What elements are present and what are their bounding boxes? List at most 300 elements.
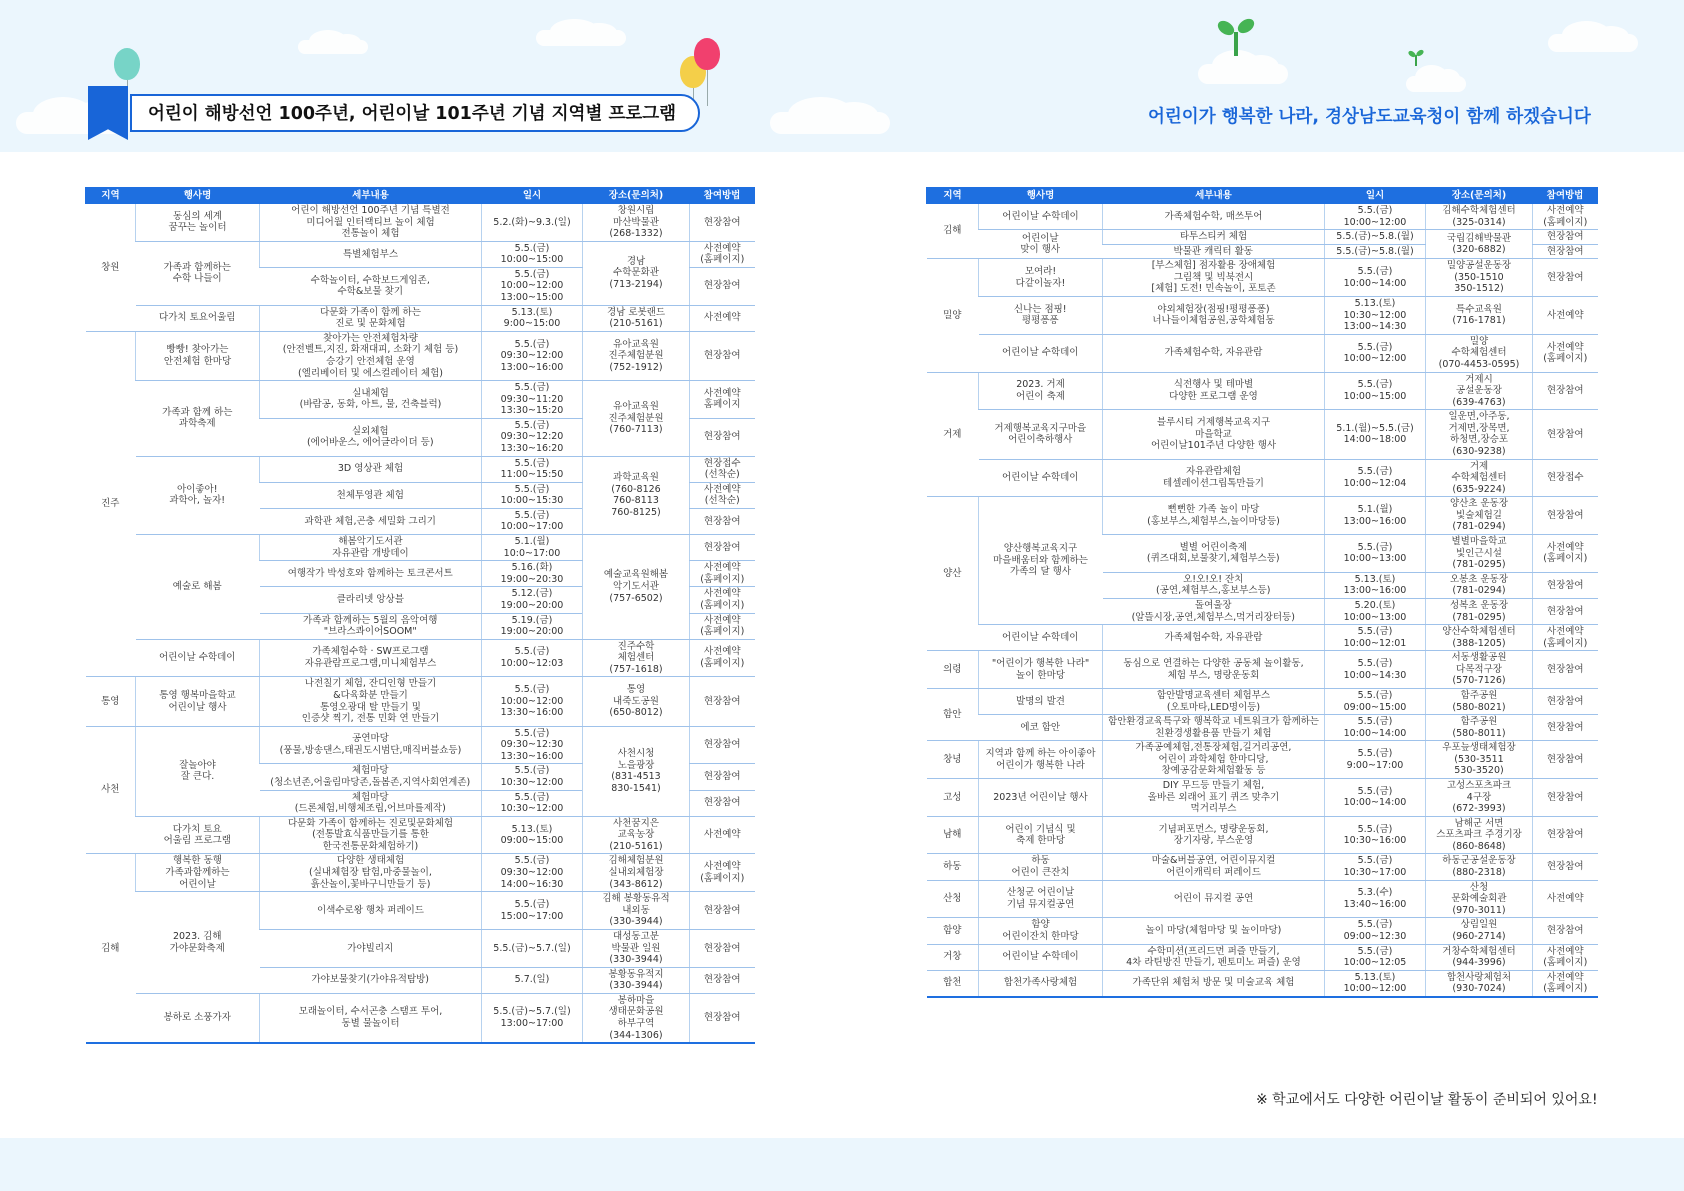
event-name-cell: 2023. 거제 어린이 축제 <box>979 372 1103 410</box>
datetime-cell: 5.5.(금) 10:00~14:00 <box>1325 715 1426 741</box>
datetime-cell: 5.5.(금) 09:30~12:30 13:30~16:00 <box>482 726 583 764</box>
event-name-cell: 어린이날 수학데이 <box>979 459 1103 497</box>
datetime-cell: 5.5.(금) 10:00~17:00 <box>482 508 583 534</box>
participation-cell: 현장참여 <box>690 726 755 764</box>
participation-cell: 현장참여 <box>1533 715 1598 741</box>
details-cell: 수학놀이터, 수학보드게임존, 수학&보물 찾기 <box>260 267 482 305</box>
event-name-cell: 2023년 어린이날 행사 <box>979 779 1103 817</box>
participation-cell: 사전예약 <box>690 816 755 854</box>
participation-cell: 사전예약 홈페이지 <box>690 381 755 419</box>
region-cell: 밀양 <box>927 259 979 372</box>
datetime-cell: 5.5.(금) 10:00~12:04 <box>1325 459 1426 497</box>
details-cell: 다문화 가족이 함께 하는 진로 및 문화체험 <box>260 305 482 331</box>
participation-cell: 현장참여 <box>690 267 755 305</box>
details-cell: 클라리넷 앙상블 <box>260 587 482 613</box>
details-cell: 가족체험수학 · SW프로그램 자유관람프로그램,미니체험부스 <box>260 639 482 677</box>
event-name-cell: 동심의 세계 꿈꾸는 놀이터 <box>136 204 260 242</box>
details-cell: 체험마당 (청소년존,어울림마당존,돌봄존,지역사회연계존) <box>260 764 482 790</box>
participation-cell: 현장참여 <box>690 204 755 242</box>
datetime-cell: 5.5.(금) 09:30~12:00 14:00~16:30 <box>482 854 583 892</box>
datetime-cell: 5.5.(금) 10:30~12:00 <box>482 764 583 790</box>
details-cell: 함안발명교육센터 체험부스 (오토마타,LED명이등) <box>1103 688 1325 714</box>
cloud <box>770 112 890 134</box>
event-name-cell: 예술로 해봄 <box>136 535 260 640</box>
table-row <box>927 625 1598 651</box>
details-cell: 해봄악기도서관 자유관람 개방데이 <box>260 535 482 561</box>
details-cell: 과학관 체험,곤충 세밀화 그리기 <box>260 508 482 534</box>
details-cell: 놀이 마당(체험마당 및 놀이마당) <box>1103 918 1325 944</box>
venue-cell: 통영 내죽도공원 (650-8012) <box>583 677 690 726</box>
event-name-cell: 함양 어린이잔치 한마당 <box>979 918 1103 944</box>
event-name-cell: 어린이날 수학데이 <box>979 625 1103 651</box>
datetime-cell: 5.5.(금) 10:00~15:00 <box>482 241 583 267</box>
event-name-cell: 2023. 김해 가야문화축제 <box>136 892 260 994</box>
table-row <box>86 204 755 242</box>
details-cell: 뻔뻔한 가족 놀이 마당 (홍보부스,체험부스,놀이마당등) <box>1103 497 1325 535</box>
venue-cell: 남해군 서면 스포츠파크 주경기장 (860-8648) <box>1426 816 1533 854</box>
table-row <box>86 816 755 854</box>
table-row <box>927 651 1598 689</box>
participation-cell: 현장참여 <box>690 418 755 456</box>
participation-cell: 현장참여 <box>690 993 755 1043</box>
details-cell: 자유관람체험 테셀레이션그립톡만들기 <box>1103 459 1325 497</box>
event-name-cell: 지역과 함께 하는 아이좋아 어린이가 행복한 나라 <box>979 741 1103 779</box>
column-header: 지역 <box>927 188 979 204</box>
participation-cell: 현장참여 <box>690 508 755 534</box>
details-cell: 천체투영관 체험 <box>260 482 482 508</box>
details-cell: 실내체험 (바람공, 동화, 아트, 물, 건축블럭) <box>260 381 482 419</box>
details-cell: 식전행사 및 테마별 다양한 프로그램 운영 <box>1103 372 1325 410</box>
table-row <box>927 970 1598 997</box>
participation-cell: 사전예약 (홈페이지) <box>1533 204 1598 230</box>
datetime-cell: 5.13.(토) 9:00~15:00 <box>482 305 583 331</box>
details-cell: 가족과 함께하는 5월의 음악여행 "브라스콰이어SOOM" <box>260 613 482 639</box>
participation-cell: 현장참여 <box>1533 741 1598 779</box>
event-name-cell: 어린이날 수학데이 <box>979 204 1103 230</box>
region-cell: 함안 <box>927 688 979 740</box>
program-table-left <box>85 187 755 1044</box>
column-header: 행사명 <box>136 188 260 204</box>
participation-cell: 현장참여 <box>1533 259 1598 297</box>
table-row <box>86 331 755 380</box>
table-row <box>927 334 1598 372</box>
datetime-cell: 5.5.(금) 10:00~12:03 <box>482 639 583 677</box>
event-name-cell: 발명의 발견 <box>979 688 1103 714</box>
participation-cell: 사전예약 (홈페이지) <box>1533 535 1598 573</box>
participation-cell: 현장참여 <box>1533 598 1598 624</box>
venue-cell: 거제 수학체험센터 (635-9224) <box>1426 459 1533 497</box>
details-cell: 타투스티커 체험 <box>1103 230 1325 245</box>
datetime-cell: 5.5.(금) 10:30~16:00 <box>1325 816 1426 854</box>
details-cell: 별별 어린이축제 (퀴즈대회,보물찾기,체험부스등) <box>1103 535 1325 573</box>
datetime-cell: 5.19.(금) 19:00~20:00 <box>482 613 583 639</box>
venue-cell: 밀양공설운동장 (350-1510 350-1512) <box>1426 259 1533 297</box>
participation-cell: 현장참여 <box>690 892 755 930</box>
details-cell: DIY 무드등 만들기 체험, 올바른 외래어 표기 퀴즈 맞추기 먹거리부스 <box>1103 779 1325 817</box>
event-name-cell: 가족과 함께하는 수학 나들이 <box>136 241 260 305</box>
table-row <box>927 297 1598 335</box>
datetime-cell: 5.5.(금) 10:00~12:00 <box>1325 334 1426 372</box>
details-cell: 돌여울장 (알뜰시장,공연,체험부스,먹거리장터등) <box>1103 598 1325 624</box>
venue-cell: 별별마을학교 빛인근시설 (781-0295) <box>1426 535 1533 573</box>
event-name-cell: 가족과 함께 하는 과학축제 <box>136 381 260 456</box>
table-row <box>927 715 1598 741</box>
details-cell: 찾아가는 안전체험차량 (안전벨트,지진, 화재대피, 소화기 체험 등) 승강기 안전체험 운영 (엘리베이터 및 에스컬레이터 체험) <box>260 331 482 380</box>
column-header: 일시 <box>482 188 583 204</box>
datetime-cell: 5.1.(월) 10:0~17:00 <box>482 535 583 561</box>
balloon-icon <box>694 38 720 70</box>
cloud <box>1406 76 1466 92</box>
event-name-cell: 어린이날 맞이 행사 <box>979 230 1103 259</box>
datetime-cell: 5.5.(금) 10:00~12:00 <box>1325 204 1426 230</box>
details-cell: 기념퍼포먼스, 명량운동회, 장기자랑, 부스운영 <box>1103 816 1325 854</box>
datetime-cell: 5.5.(금) 15:00~17:00 <box>482 892 583 930</box>
table-row <box>927 497 1598 535</box>
column-header: 장소(문의처) <box>583 188 690 204</box>
details-cell: 가족체험수학, 매쓰투어 <box>1103 204 1325 230</box>
region-cell: 합천 <box>927 970 979 997</box>
datetime-cell: 5.5.(금) 10:00~14:00 <box>1325 779 1426 817</box>
details-cell: 특별체험부스 <box>260 241 482 267</box>
participation-cell: 현장참여 <box>1533 410 1598 459</box>
event-name-cell: 잘놀아야 잘 큰다. <box>136 726 260 816</box>
table-row <box>86 677 755 726</box>
details-cell: 함안환경교육특구와 행복학교 네트워크가 함께하는 친환경생활용품 만들기 체험 <box>1103 715 1325 741</box>
sprout-icon <box>1408 48 1424 66</box>
table-row <box>86 305 755 331</box>
details-cell: 어린이 해방선언 100주년 기념 특별전 미디어월 인터랙티브 놀이 체험 전통놀이 체험 <box>260 204 482 242</box>
region-cell: 김해 <box>86 854 136 1043</box>
participation-cell: 현장참여 <box>690 790 755 816</box>
table-row <box>927 372 1598 410</box>
table-row <box>86 456 755 482</box>
participation-cell: 현장참여 <box>690 677 755 726</box>
details-cell: 다양한 생태체험 (실내체험장 탐험,마중물놀이, 흙산놀이,꽃바구니만들기 등) <box>260 854 482 892</box>
participation-cell: 현장참여 <box>1533 372 1598 410</box>
venue-cell: 사천시청 노을광장 (831-4513 830-1541) <box>583 726 690 816</box>
datetime-cell: 5.2.(화)~9.3.(일) <box>482 204 583 242</box>
region-cell: 양산 <box>927 497 979 651</box>
datetime-cell: 5.5.(금) 10:30~12:00 <box>482 790 583 816</box>
venue-cell: 예술교육원해봄 악기도서관 (757-6502) <box>583 535 690 640</box>
details-cell: [부스체험] 점자활용 장애체험 그림책 및 빅북전시 [체험] 도전! 민속놀이, 포토존 <box>1103 259 1325 297</box>
column-header: 참여방법 <box>690 188 755 204</box>
datetime-cell: 5.5.(금) 10:00~15:30 <box>482 482 583 508</box>
column-header: 일시 <box>1325 188 1426 204</box>
table-row <box>927 259 1598 297</box>
event-name-cell: 아이좋아! 과학아, 놀자! <box>136 456 260 534</box>
region-cell: 김해 <box>927 204 979 259</box>
footer-note: ※ 학교에서도 다양한 어린이날 활동이 준비되어 있어요! <box>1256 1092 1598 1108</box>
datetime-cell: 5.5.(금)~5.7.(일) <box>482 929 583 967</box>
event-name-cell: 통영 행복마을학교 어린이날 행사 <box>136 677 260 726</box>
datetime-cell: 5.5.(금)~5.7.(일) 13:00~17:00 <box>482 993 583 1043</box>
details-cell: 야외체험장(점핑!평평퐁퐁) 너나들이체험공원,공학체험동 <box>1103 297 1325 335</box>
balloon-icon <box>114 48 140 80</box>
venue-cell: 산청 문화예술회관 (970-3011) <box>1426 880 1533 918</box>
datetime-cell: 5.5.(금) 10:00~12:00 13:00~15:00 <box>482 267 583 305</box>
participation-cell: 사전예약 (홈페이지) <box>690 561 755 587</box>
datetime-cell: 5.5.(금) 09:30~11:20 13:30~15:20 <box>482 381 583 419</box>
venue-cell: 대성동고분 박물관 일원 (330-3944) <box>583 929 690 967</box>
event-name-cell: 다가치 토요어울림 <box>136 305 260 331</box>
details-cell: 여행작가 박성호와 함께하는 토크콘서트 <box>260 561 482 587</box>
column-header: 세부내용 <box>260 188 482 204</box>
participation-cell: 현장참여 <box>1533 572 1598 598</box>
datetime-cell: 5.5.(금)~5.8.(월) <box>1325 230 1426 245</box>
datetime-cell: 5.5.(금) 10:30~17:00 <box>1325 854 1426 880</box>
details-cell: 가족공예체험,전통장체험,길거리공연, 어린이 과학체험 한마디당, 창예공감문화체험활동 등 <box>1103 741 1325 779</box>
datetime-cell: 5.5.(금) 10:00~14:00 <box>1325 259 1426 297</box>
region-cell: 거창 <box>927 944 979 970</box>
event-name-cell: 어린이날 수학데이 <box>979 944 1103 970</box>
column-header: 장소(문의처) <box>1426 188 1533 204</box>
details-cell: 오!오!오! 잔치 (공연,체험부스,홍보부스등) <box>1103 572 1325 598</box>
region-cell: 창원 <box>86 204 136 332</box>
table-row <box>86 381 755 419</box>
details-cell: 가야보물찾기(가야유적탐방) <box>260 967 482 993</box>
participation-cell: 사전예약 (홈페이지) <box>690 854 755 892</box>
details-cell: 박물관 캐릭터 활동 <box>1103 244 1325 259</box>
participation-cell: 사전예약 <box>1533 880 1598 918</box>
venue-cell: 김해수학체험센터 (325-0314) <box>1426 204 1533 230</box>
region-cell: 함양 <box>927 918 979 944</box>
table-row <box>86 993 755 1043</box>
column-header: 지역 <box>86 188 136 204</box>
table-row <box>86 535 755 561</box>
datetime-cell: 5.3.(수) 13:40~16:00 <box>1325 880 1426 918</box>
participation-cell: 현장참여 <box>1533 230 1598 245</box>
venue-cell: 유아교육원 진주체험분원 (752-1912) <box>583 331 690 380</box>
venue-cell: 거제시 공설운동장 (639-4763) <box>1426 372 1533 410</box>
participation-cell: 사전예약 (홈페이지) <box>690 587 755 613</box>
table-row <box>927 459 1598 497</box>
region-cell: 거제 <box>927 372 979 497</box>
venue-cell: 경남 수학문화관 (713-2194) <box>583 241 690 305</box>
datetime-cell: 5.5.(금) 10:00~14:30 <box>1325 651 1426 689</box>
venue-cell: 경남 로봇랜드 (210-5161) <box>583 305 690 331</box>
details-cell: 마술&버블공연, 어린이뮤지컬 어린이캐릭터 퍼레이드 <box>1103 854 1325 880</box>
venue-cell: 하동군공설운동장 (880-2318) <box>1426 854 1533 880</box>
participation-cell: 사전예약 (선착순) <box>690 482 755 508</box>
venue-cell: 양산초 운동장 빛술체험길 (781-0294) <box>1426 497 1533 535</box>
column-header: 세부내용 <box>1103 188 1325 204</box>
event-name-cell: 합천가족사랑체험 <box>979 970 1103 997</box>
footer-band <box>0 1138 1684 1191</box>
table-row <box>86 241 755 267</box>
event-name-cell: 어린이날 수학데이 <box>979 334 1103 372</box>
details-cell: 가족단위 체험처 방문 및 미술교육 체험 <box>1103 970 1325 997</box>
venue-cell: 김해 봉황동유적 내외동 (330-3944) <box>583 892 690 930</box>
event-name-cell: 빵빵! 찾아가는 안전체험 한마당 <box>136 331 260 380</box>
region-cell: 고성 <box>927 779 979 817</box>
event-name-cell: 에코 함안 <box>979 715 1103 741</box>
datetime-cell: 5.13.(토) 10:30~12:00 13:00~14:30 <box>1325 297 1426 335</box>
participation-cell: 사전예약 <box>1533 297 1598 335</box>
participation-cell: 현장참여 <box>1533 816 1598 854</box>
venue-cell: 봉하마을 생태문화공원 하부구역 (344-1306) <box>583 993 690 1043</box>
participation-cell: 사전예약 (홈페이지) <box>1533 334 1598 372</box>
datetime-cell: 5.1.(월) 13:00~16:00 <box>1325 497 1426 535</box>
venue-cell: 특수교육원 (716-1781) <box>1426 297 1533 335</box>
participation-cell: 사전예약 (홈페이지) <box>690 613 755 639</box>
datetime-cell: 5.5.(금) 09:00~12:30 <box>1325 918 1426 944</box>
participation-cell: 사전예약 <box>690 305 755 331</box>
table-header-row <box>927 188 1598 204</box>
table-row <box>927 880 1598 918</box>
participation-cell: 현장참여 <box>1533 244 1598 259</box>
event-name-cell: 양산행복교육지구 마을배움터와 함께하는 가족의 달 행사 <box>979 497 1103 625</box>
venue-cell: 상림일원 (960-2714) <box>1426 918 1533 944</box>
datetime-cell: 5.13.(토) 10:00~12:00 <box>1325 970 1426 997</box>
datetime-cell: 5.5.(금) 09:30~12:20 13:30~16:20 <box>482 418 583 456</box>
participation-cell: 현장참여 <box>690 929 755 967</box>
region-cell: 남해 <box>927 816 979 854</box>
participation-cell: 사전예약 (홈페이지) <box>690 241 755 267</box>
event-name-cell: 행복한 동행 가족과함께하는 어린이날 <box>136 854 260 892</box>
participation-cell: 현장참여 <box>1533 918 1598 944</box>
table-row <box>86 892 755 930</box>
details-cell: 블루시티 거제행복교육지구 마을학교 어린이날101주년 다양한 행사 <box>1103 410 1325 459</box>
event-name-cell: "어린이가 행복한 나라" 놀이 한마당 <box>979 651 1103 689</box>
table-row <box>927 854 1598 880</box>
datetime-cell: 5.13.(토) 09:00~15:00 <box>482 816 583 854</box>
venue-cell: 성복초 운동장 (781-0295) <box>1426 598 1533 624</box>
table-row <box>927 944 1598 970</box>
venue-cell: 과학교육원 (760-8126 760-8113 760-8125) <box>583 456 690 534</box>
participation-cell: 현장참여 <box>690 331 755 380</box>
participation-cell: 사전예약 (홈페이지) <box>1533 944 1598 970</box>
venue-cell: 진주수학 체험센터 (757-1618) <box>583 639 690 677</box>
participation-cell: 사전예약 (홈페이지) <box>1533 625 1598 651</box>
venue-cell: 고성스포츠파크 4구장 (672-3993) <box>1426 779 1533 817</box>
participation-cell: 현장참여 <box>1533 779 1598 817</box>
datetime-cell: 5.5.(금) 10:00~12:01 <box>1325 625 1426 651</box>
table-row <box>86 726 755 764</box>
datetime-cell: 5.5.(금) 10:00~15:00 <box>1325 372 1426 410</box>
table-row <box>927 688 1598 714</box>
venue-cell: 밀양 수학체험센터 (070-4453-0595) <box>1426 334 1533 372</box>
datetime-cell: 5.5.(금) 09:00~15:00 <box>1325 688 1426 714</box>
datetime-cell: 5.13.(토) 13:00~16:00 <box>1325 572 1426 598</box>
table-row <box>927 918 1598 944</box>
region-cell: 통영 <box>86 677 136 726</box>
table-row <box>927 230 1598 245</box>
venue-cell: 거창수학체험센터 (944-3996) <box>1426 944 1533 970</box>
details-cell: 동심으로 연결하는 다양한 공동체 놀이활동, 체험 부스, 명랑운동회 <box>1103 651 1325 689</box>
venue-cell: 합천사랑체험처 (930-7024) <box>1426 970 1533 997</box>
details-cell: 수학미션(프리드먼 퍼즐 만들기, 4차 라틴방진 만들기, 펜토미노 퍼즐) 운영 <box>1103 944 1325 970</box>
page-title: 어린이 해방선언 100주년, 어린이날 101주년 기념 지역별 프로그램 <box>148 104 677 124</box>
event-name-cell: 산청군 어린이날 기념 뮤지컬공연 <box>979 880 1103 918</box>
table-header-row <box>86 188 755 204</box>
datetime-cell: 5.5.(금) 9:00~17:00 <box>1325 741 1426 779</box>
venue-cell: 국립김해박물관 (320-6882) <box>1426 230 1533 259</box>
column-header: 참여방법 <box>1533 188 1598 204</box>
venue-cell: 일운면,아주동, 거제면,장목면, 하청면,장승포 (630-9238) <box>1426 410 1533 459</box>
cloud <box>536 30 626 46</box>
datetime-cell: 5.5.(금) 10:00~13:00 <box>1325 535 1426 573</box>
region-cell: 하동 <box>927 854 979 880</box>
participation-cell: 현장참여 <box>1533 497 1598 535</box>
details-cell: 가족체험수학, 자유관람 <box>1103 625 1325 651</box>
datetime-cell: 5.5.(금) 10:00~12:05 <box>1325 944 1426 970</box>
datetime-cell: 5.1.(월)~5.5.(금) 14:00~18:00 <box>1325 410 1426 459</box>
datetime-cell: 5.7.(일) <box>482 967 583 993</box>
participation-cell: 현장접수 <box>1533 459 1598 497</box>
details-cell: 가족체험수학, 자유관람 <box>1103 334 1325 372</box>
event-name-cell: 거제행복교육지구마을 어린이축하행사 <box>979 410 1103 459</box>
sprout-icon <box>1216 14 1256 56</box>
datetime-cell: 5.5.(금) 11:00~15:50 <box>482 456 583 482</box>
details-cell: 가야빌리지 <box>260 929 482 967</box>
participation-cell: 현장참여 <box>690 764 755 790</box>
details-cell: 모래놀이터, 수서곤충 스탬프 투어, 동별 물놀이터 <box>260 993 482 1043</box>
table-row <box>86 854 755 892</box>
event-name-cell: 다가치 토요 어울림 프로그램 <box>136 816 260 854</box>
venue-cell: 서동생활공원 다목적구장 (570-7126) <box>1426 651 1533 689</box>
details-cell: 어린이 뮤지컬 공연 <box>1103 880 1325 918</box>
cloud <box>1548 34 1638 52</box>
details-cell: 공연마당 (풍물,방송댄스,태권도시범단,매직버블쇼등) <box>260 726 482 764</box>
datetime-cell: 5.20.(토) 10:00~13:00 <box>1325 598 1426 624</box>
participation-cell: 사전예약 (홈페이지) <box>1533 970 1598 997</box>
venue-cell: 김해체험분원 실내외체험장 (343-8612) <box>583 854 690 892</box>
details-cell: 나전칠기 체험, 잔디인형 만들기 &다육화분 만들기 통영오광대 탈 만들기 및 인증샷 찍기, 전통 민화 연 만들기 <box>260 677 482 726</box>
table-row <box>927 410 1598 459</box>
participation-cell: 사전예약 (홈페이지) <box>690 639 755 677</box>
venue-cell: 우포늪생태체험장 (530-3511 530-3520) <box>1426 741 1533 779</box>
participation-cell: 현장참여 <box>1533 651 1598 689</box>
table-row <box>927 816 1598 854</box>
table-row <box>927 779 1598 817</box>
region-cell: 진주 <box>86 331 136 677</box>
venue-cell: 사천꿈지은 교육농장 (210-5161) <box>583 816 690 854</box>
venue-cell: 양산수학체험센터 (388-1205) <box>1426 625 1533 651</box>
program-table-right <box>926 187 1598 998</box>
venue-cell: 함주공원 (580-8021) <box>1426 688 1533 714</box>
event-name-cell: 모여라! 다같이놀자! <box>979 259 1103 297</box>
datetime-cell: 5.12.(금) 19:00~20:00 <box>482 587 583 613</box>
event-name-cell: 신나는 점핑! 평평퐁퐁 <box>979 297 1103 335</box>
venue-cell: 창원시립 마산박물관 (268-1332) <box>583 204 690 242</box>
region-cell: 의령 <box>927 651 979 689</box>
table-row <box>927 204 1598 230</box>
details-cell: 이색수로왕 행차 퍼레이드 <box>260 892 482 930</box>
participation-cell: 현장접수 (선착순) <box>690 456 755 482</box>
region-cell: 산청 <box>927 880 979 918</box>
event-name-cell: 봉하로 소풍가자 <box>136 993 260 1043</box>
participation-cell: 현장참여 <box>1533 688 1598 714</box>
datetime-cell: 5.5.(금) 10:00~12:00 13:30~16:00 <box>482 677 583 726</box>
participation-cell: 현장참여 <box>690 967 755 993</box>
datetime-cell: 5.5.(금)~5.8.(월) <box>1325 244 1426 259</box>
table-row <box>927 741 1598 779</box>
event-name-cell: 어린이날 수학데이 <box>136 639 260 677</box>
slogan: 어린이가 행복한 나라, 경상남도교육청이 함께 하겠습니다 <box>1148 107 1591 127</box>
region-cell: 창녕 <box>927 741 979 779</box>
details-cell: 체험마당 (드론체험,비행체조립,어브마를제작) <box>260 790 482 816</box>
table-row <box>86 639 755 677</box>
cloud <box>298 40 368 54</box>
region-cell: 사천 <box>86 726 136 854</box>
details-cell: 다문화 가족이 함께하는 진로및문화체험 (전통발효식품만들기를 통한 한국전통문화체험하기) <box>260 816 482 854</box>
details-cell: 실외체험 (에어바운스, 에어글라이더 등) <box>260 418 482 456</box>
event-name-cell: 하동 어린이 큰잔치 <box>979 854 1103 880</box>
participation-cell: 현장참여 <box>690 535 755 561</box>
venue-cell: 봉황동유적지 (330-3944) <box>583 967 690 993</box>
venue-cell: 오봉초 운동장 (781-0294) <box>1426 572 1533 598</box>
